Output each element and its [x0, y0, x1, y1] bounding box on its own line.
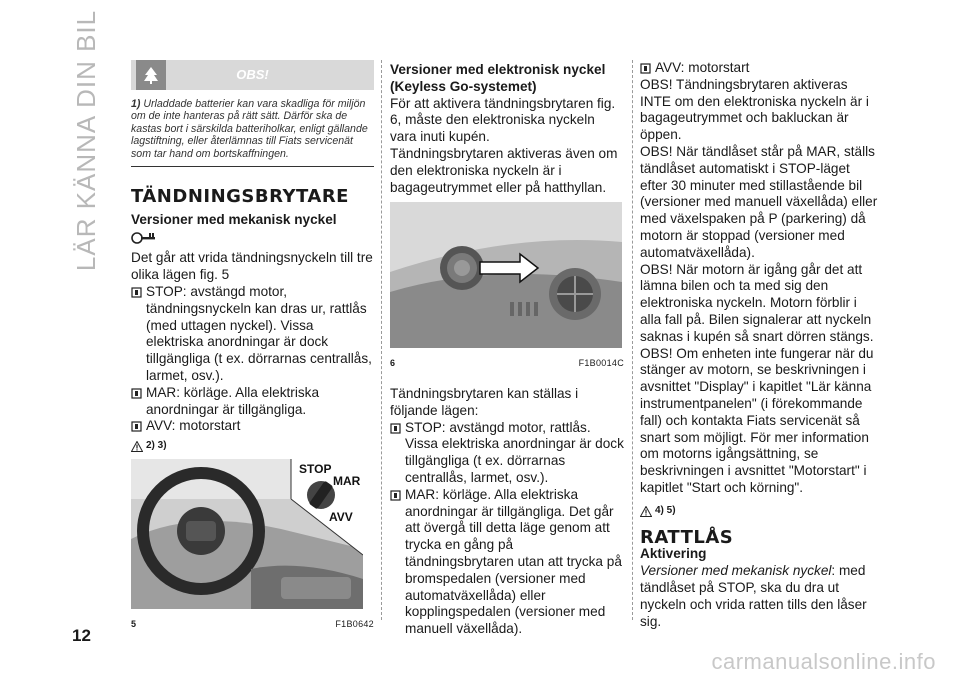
label-avv: AVV — [329, 509, 353, 524]
position-avv — [131, 418, 374, 435]
mar-description: MAR: körläge. Alla elektriska anordningar är tillgängliga. Det går att övergå till detta läge genom att trycka en gång på tändningsbrytaren utan att trycka på bromspedalen (versioner med automatväxellåda) eller kopplingspedalen (versioner med manuell växellåda). — [405, 486, 622, 637]
warning-refs: 2) 3) — [131, 438, 374, 455]
figure-code: F1B0642 — [335, 618, 374, 629]
activation-paragraph — [640, 563, 878, 630]
position-mar — [390, 487, 624, 638]
key-position-icon — [131, 287, 142, 298]
page-number: 12 — [72, 626, 91, 645]
label-stop: STOP — [299, 461, 332, 476]
start-button-photo — [390, 202, 622, 348]
obs-note-2: OBS! När tändlåset står på MAR, ställs tändlåset automatiskt i STOP-läget efter 30 minuter med stillastående bil (versioner med manuell växellåda) eller med växelspaken på P (parkering) då motorn är stoppad (versioner med automatväxellåda). — [640, 143, 878, 260]
column-divider — [632, 60, 633, 620]
intro-text: Det går att vrida tändningsnyckeln till tre olika lägen fig. 5 — [131, 250, 373, 283]
column-divider — [381, 60, 382, 620]
figure-number: 6 — [390, 358, 396, 369]
environment-note — [131, 60, 374, 167]
mar-description: MAR: körläge. Alla elektriska anordningar är tillgängliga. — [146, 384, 320, 417]
key-position-icon — [640, 63, 651, 74]
activation-lead: Versioner med mekanisk nyckel — [640, 563, 832, 579]
subsection-electronic-key: Versioner med elektronisk nyckel (Keyless Go-systemet) — [390, 62, 606, 94]
note-header — [131, 60, 374, 90]
avv-description: AVV: motorstart — [146, 418, 241, 434]
subsection-mechanical-key: Versioner med mekanisk nyckel — [131, 211, 337, 227]
figure-caption — [131, 616, 374, 633]
obs-note-1: OBS! Tändningsbrytaren aktiveras INTE om den elektroniska nyckeln är i bagageutrymmet och bakluckan är öppen. — [640, 76, 869, 143]
watermark-footer: carmanualsonline.info — [711, 649, 936, 674]
key-position-icon — [131, 388, 142, 399]
ignition-key-photo — [131, 459, 363, 609]
obs-note-3: OBS! När motorn är igång går det att lämna bilen och ta med sig den elektroniska nyckeln. Motorn förblir i alla fall på. Bilen signalerar att nyckeln saknas i kupén så snart dörren stängs. — [640, 261, 874, 344]
chapter-title: LÄR KÄNNA DIN BIL — [71, 9, 102, 271]
figure-code: F1B0014C — [578, 358, 624, 369]
note-body: Urladdade batterier kan vara skadliga för miljön om de inte hanteras på rätt sätt. Därför ska de kastas bort i särskilda batteriholkar, enligt gällande lagstiftning, eller återlämnas till Fiats servicenät som tar hand om bortskaffningen. — [131, 98, 368, 160]
obs-note-4: OBS! Om enheten inte fungerar när du stänger av motorn, se beskrivningen i avsnittet "Display" i kapitlet "Lär känna instrumentpanelen" (i förekommande fall) och kontakta Fiats servicenät så snart som möjligt. För mer information om motorns igångsättning, se beskrivningen i avsnittet "Motorstart" i kapitlet "Start och körning". — [640, 345, 874, 495]
avv-description: AVV: motorstart — [655, 60, 750, 75]
note-text — [131, 98, 374, 160]
key-position-icon — [390, 423, 401, 434]
figure-number: 5 — [131, 618, 137, 629]
key-icon — [131, 231, 374, 250]
paragraph-positions: Tändningsbrytaren kan ställas i följande lägen: — [390, 385, 579, 418]
activation-text: : med tändlåset på STOP, ska du dra ut nyckeln och vrida ratten tills den låser sig. — [640, 563, 867, 629]
note-title: OBS! — [236, 66, 269, 82]
chapter-side-tab — [70, 9, 104, 271]
key-position-icon — [131, 421, 142, 432]
position-stop — [131, 284, 374, 385]
label-mar: MAR — [333, 473, 361, 488]
figure-caption — [390, 355, 624, 372]
warning-refs: 4) 5) — [640, 503, 878, 520]
subsection-activation: Aktivering — [640, 546, 707, 562]
warning-triangle-icon — [131, 441, 143, 452]
note-ref: 1) — [131, 98, 141, 110]
key-position-icon — [390, 490, 401, 501]
position-stop — [390, 420, 624, 487]
section-title-steering-lock: RATTLÅS — [640, 526, 734, 548]
environment-icon — [136, 60, 166, 90]
stop-description: STOP: avstängd motor, rattlås. Vissa elektriska anordningar är dock tillgängliga (t ex. dörrarnas centrallås, larmet, osv.). — [405, 419, 624, 485]
paragraph-activation: För att aktivera tändningsbrytaren fig. 6, måste den elektroniska nyckeln vara inuti kupén. — [390, 95, 616, 145]
column-3 — [640, 60, 878, 630]
position-mar — [131, 385, 374, 419]
column-2 — [390, 60, 624, 638]
warning-triangle-icon — [640, 506, 652, 517]
figure-5 — [131, 459, 374, 633]
position-avv — [640, 60, 878, 77]
stop-description: STOP: avstängd motor, tändningsnyckeln kan dras ur, rattlås (med uttagen nyckel). Vissa elektriska anordningar är dock tillgängliga (t ex. dörrarnas centrallås, larmet, osv.). — [146, 284, 372, 383]
figure-6 — [390, 202, 624, 372]
column-1 — [131, 60, 374, 633]
paragraph-trunk: Tändningsbrytaren aktiveras även om den elektroniska nyckeln är i bagageutrymmet eller på hatthyllan. — [390, 145, 618, 195]
section-title-ignition: TÄNDNINGSBRYTARE — [131, 186, 349, 208]
